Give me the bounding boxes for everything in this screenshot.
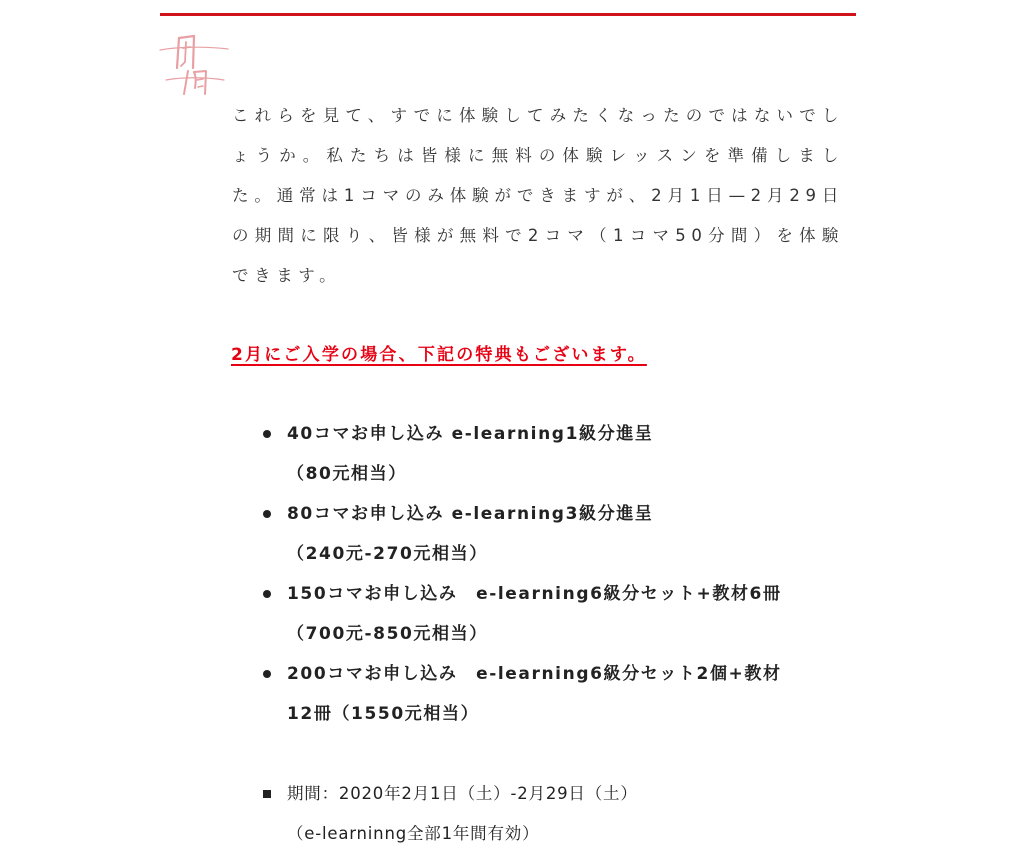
bullet-dot-icon [263, 590, 271, 598]
intro-paragraph: これらを見て、すでに体験してみたくなったのではないでしょうか。私たちは皆様に無料の体験レッスンを準備しました。通常は1コマのみ体験ができますが、2月1日—2月29日の期間に限り、皆様が無料で2コマ（1コマ50分間）を体験できます。 [232, 106, 844, 285]
bullet-dot-icon [263, 430, 271, 438]
list-item [262, 494, 844, 574]
benefit-line: （80元相当） [287, 464, 407, 484]
bullet-square-icon [263, 790, 271, 798]
benefit-line: 80コマお申し込み e-learning3級分進呈 [287, 504, 654, 524]
benefit-line: （240元-270元相当） [287, 544, 488, 564]
benefit-line: （700元-850元相当） [287, 624, 488, 644]
bullet-dot-icon [263, 510, 271, 518]
benefit-line: 200コマお申し込み e-learning6級分セット2個+教材 [287, 664, 782, 684]
period-dates: 期間：2020年2月1日（土）-2月29日（土） [287, 784, 638, 803]
promo-heading: 2月にご入学の場合、下記の特典もございます。 [231, 345, 647, 365]
period-info [262, 774, 869, 854]
list-item [262, 654, 844, 734]
top-divider [160, 13, 856, 16]
benefit-line: 150コマお申し込み e-learning6級分セット+教材6冊 [287, 584, 782, 604]
benefit-line: 40コマお申し込み e-learning1級分進呈 [287, 424, 654, 444]
bullet-dot-icon [263, 670, 271, 678]
list-item [262, 414, 844, 494]
benefit-line: 12冊（1550元相当） [287, 704, 480, 724]
list-item [262, 574, 844, 654]
benefit-list [262, 414, 844, 734]
period-validity: （e-learninng全部1年間有効） [287, 824, 540, 843]
brand-seal-logo [158, 24, 230, 98]
